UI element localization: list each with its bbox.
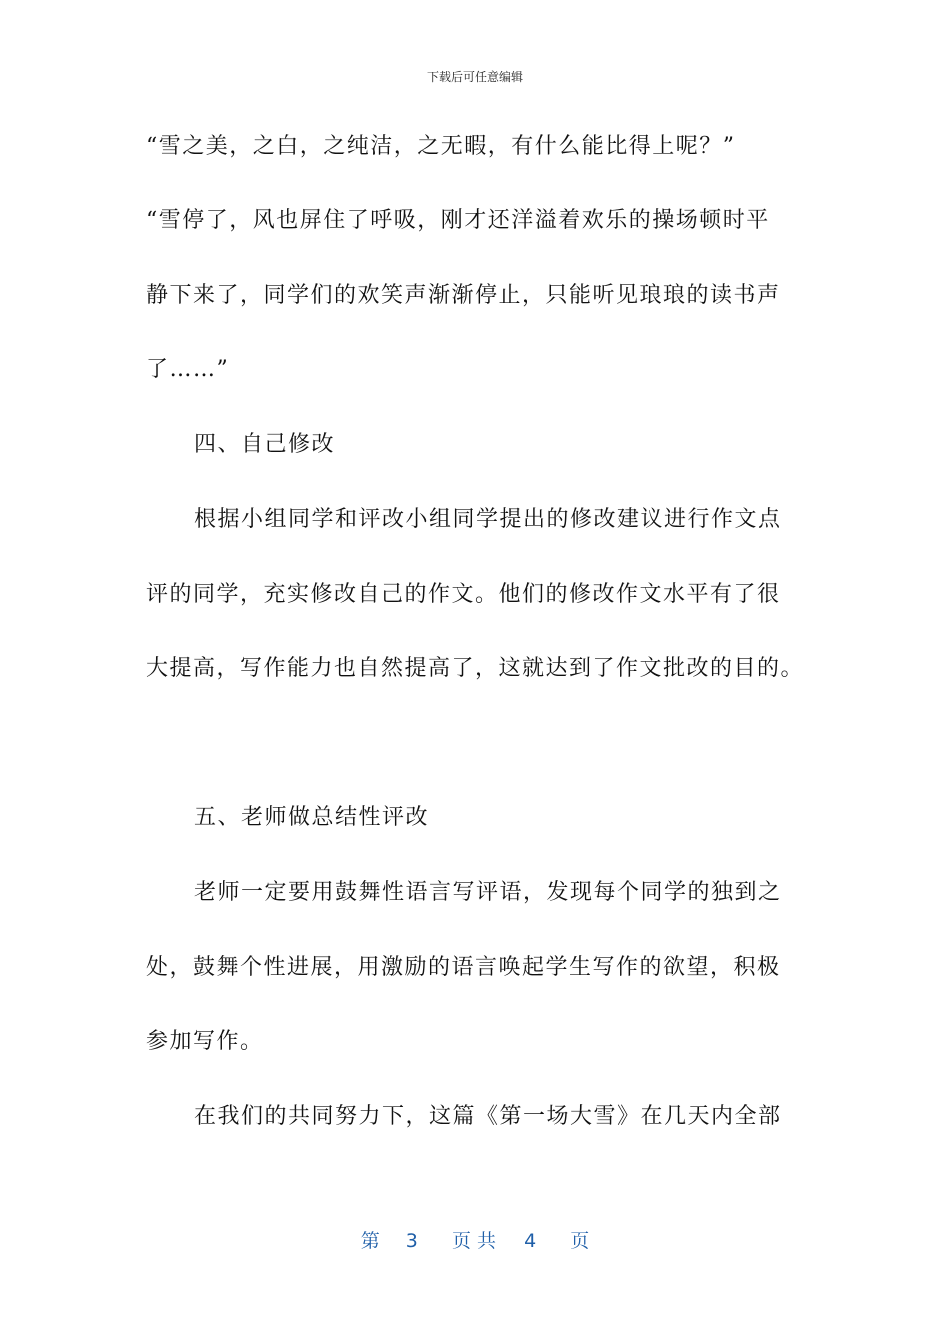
section-heading-4: 四、自己修改 [194,432,336,457]
text-line-4: 了……” [146,357,230,382]
footer-prefix: 第 [360,1230,380,1252]
text-line-12: 参加写作。 [146,1029,264,1054]
text-line-3: 静下来了，同学们的欢笑声渐渐停止，只能听见琅琅的读书声 [146,283,781,308]
text-line-7: 评的同学，充实修改自己的作文。他们的修改作文水平有了很 [146,582,781,607]
text-line-10: 老师一定要用鼓舞性语言写评语，发现每个同学的独到之 [194,880,782,905]
footer-current-page: 3 [405,1230,418,1252]
text-line-11: 处，鼓舞个性进展，用激励的语言唤起学生写作的欲望，积极 [146,955,781,980]
footer-middle: 页共 [451,1230,502,1252]
text-line-2: “雪停了，风也屏住了呼吸，刚才还洋溢着欢乐的操场顿时平 [146,208,770,233]
page-footer [0,1226,950,1253]
text-line-13: 在我们的共同努力下，这篇《第一场大雪》在几天内全部 [194,1104,782,1129]
footer-suffix: 页 [570,1230,590,1252]
text-line-1: “雪之美，之白，之纯洁，之无暇，有什么能比得上呢？” [146,134,736,159]
header-note: 下载后可任意编辑 [426,70,523,84]
text-line-8: 大提高，写作能力也自然提高了，这就达到了作文批改的目的。 [146,656,805,681]
footer-total-pages: 4 [524,1230,537,1252]
section-heading-5: 五、老师做总结性评改 [194,805,430,830]
text-line-6: 根据小组同学和评改小组同学提出的修改建议进行作文点 [194,507,782,532]
